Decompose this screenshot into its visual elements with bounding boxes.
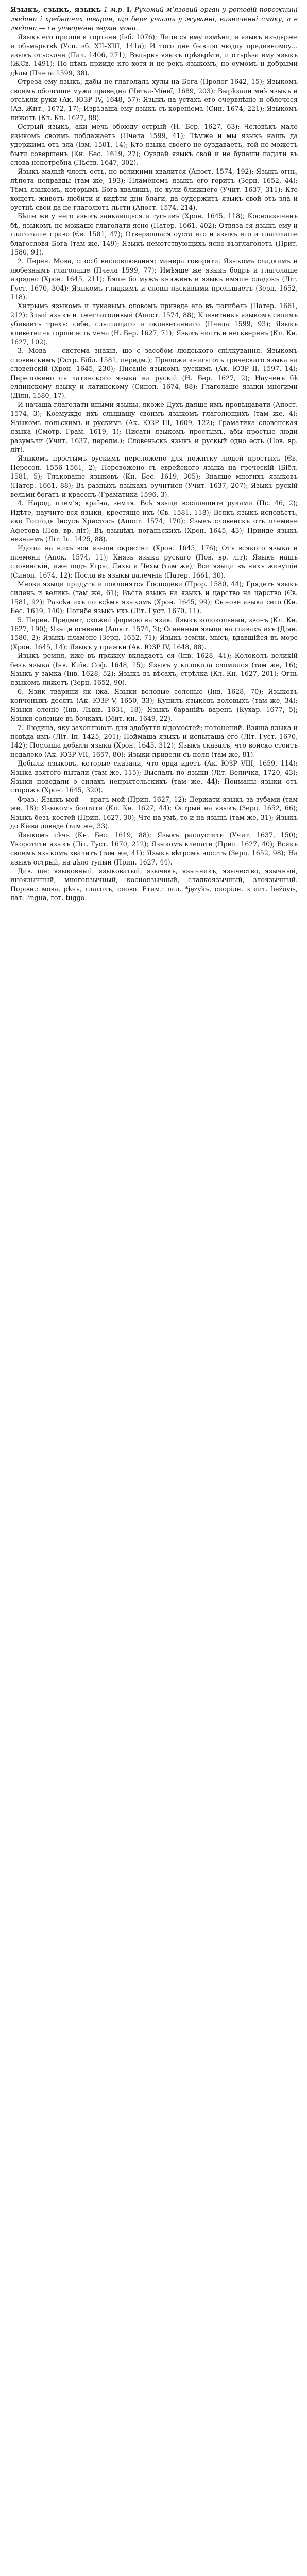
dictionary-page xyxy=(0,0,307,909)
entry-paragraph: Хитрымъ языкомъ и лукавымъ словомъ приведе его въ погибель (Патер. 1661, 212); Злый языкъ и лжеглаголивый (Апост. 1574, 88); Клеветникъ языкомъ своимъ убиваетъ трехъ: себе, слышащаго и оклеветаннаго (Пчела 1599, 93); Языкъ клеветничь горше есть меча (Н. Бер. 1627, 71); Языкъ чистъ и нескверенъ (Кл. Кн. 1627, 102). xyxy=(10,302,298,346)
entry-paragraph: Языкъ его прилпе к гортани (Ізб. 1076); Лице ся ему измѣни, и языкъ изъдьрже и обьмьрьтвѣ (Усп. зб. XII–XIII, 141а); И того дне бывшю чюдоу предивномоу... языкъ отъскоче (Пал. 1406, 271); Въпьрвъ языкъ прѣзьрѣти, и отърѣза ему языкъ (ЖСв. 1491); По нѣмъ прииде кто хотя и не рекъ языкомъ, но оумомъ и добрыми дѣлы (Пчела 1599, 38). xyxy=(10,33,298,77)
entry-paragraph: И начаша глаголати иными языкы, якоже Духъ даяше имъ провѣщавати (Апост. 1574, 3); Коемуждо ихъ слышащу своимъ языкомъ глаголющихъ (там же, 4); Языкомъ польскимъ и рускимъ (Ак. ЮЗР III, 1609, 122); Граматика словенская языка (Смотр. Грам. 1619, 1); Писати языкомъ простымъ, абы простые люди разумѣли (Учит. 1637, передм.); Словеньскъ языкъ и рускый одно есть (Пов. вр. літ). xyxy=(10,400,298,453)
entry-paragraph: 7. Людина, яку захоплюють для здобуття відомостей; полонений. Взяша языка и повѣда имъ (Літ. Іп. 1425, 201); Поймаша языкъ и испыташа его (Літ. Густ. 1670, 142); Послаша добыти языка (Хрон. 1645, 312); Языкъ сказалъ, что войско стоитъ недалеко (Ак. ЮЗР VII, 1657, 80); Языки привели съ поля (там же, 81). xyxy=(10,723,298,758)
entry-paragraph: 5. Перен. Предмет, схожий формою на язик. Языкъ колокольный, звонъ (Кл. Кн. 1627, 190); Языци огненни (Апост. 1574, 3); Огненныи языци на главахъ ихъ (Діян. 1580, 2); Языкъ пламене (Зерц. 1652, 71); Языкъ земли, мысъ, вдавшійся въ море (Хрон. 1645, 14); Языкъ у пряжки (Ак. ЮЗР IV, 1648, 88). xyxy=(10,616,298,651)
sense-number: I. xyxy=(126,6,132,13)
entry-paragraph: 4. Народ, плем'я; країна, земля. Всѣ языци восплещите руками (Пс. 46, 2); Идѣте, научите вся языки, крестяще ихъ (Єв. 1581, 118); Всякъ языкъ исповѣстъ, яко Господь Іисусъ Христосъ (Апост. 1574, 170); Языкъ словенскъ отъ племене Афетова (Пов. вр. літ); Въ языцѣхъ поганьскихъ (Хрон. 1645, 43); Прииде языкъ незнаемъ (Літ. Іп. 1425, 88). xyxy=(10,499,298,543)
entry-paragraph: Бѣше же у него языкъ заикающься и гугнивъ (Хрон. 1645, 118); Косноязыченъ бѣ, языкомъ не можаше глаголати ясно (Патер. 1661, 402); Отвяза ся языкъ ему и глаголаше право (Єв. 1581, 47); Отверзошася оуста его и языкъ его и глаголаше благословя Бога (там же, 149); Языкъ немотствующихъ ясно възглаголетъ (Прит. 1580, 91). xyxy=(10,212,298,256)
grammar-label: 1 м.р. xyxy=(104,6,124,13)
entry-paragraph: Языкомъ простымъ рускимъ переложено для пожитку людей простыхъ (Єв. Пересоп. 1556–1561, 2); Перевожено съ еврейского языка на греческій (Бібл. 1581, 5); Тлъкованіе языковъ (Кн. Бес. 1619, 305); Знаяше многихъ языковъ (Патер. 1661, 88); Въ разныхъ языкахъ оучитися (Учит. 1637, 207); Языкъ рускій вельми богатъ и красенъ (Граматика 1596, 3). xyxy=(10,454,298,498)
entry-header xyxy=(10,5,298,32)
entry-paragraph: 6. Язик тварини як їжа. Языки воловые соленые (Інв. 1628, 70); Языковъ копченыхъ десять (Ак. ЮЗР V, 1650, 33); Купилъ языковъ воловыхъ (там же, 34); Языки оленіе (Інв. Львів. 1631, 18); Языкъ баранійъ варенъ (Кухар. 1677, 5); Языки соленые въ бочкахъ (Мит. кн. 1649, 22). xyxy=(10,687,298,723)
entry-paragraph: Идоша на нихъ вси языци окрестни (Хрон. 1645, 176); Отъ всякого языка и племени (Апок. 1574, 11); Князь языка рускаго (Пов. вр. літ); Языкъ нашъ словенскій, иже подъ Угры, Ляхы и Чехы (там же); Вси языци въ нихъ живущіи (Синоп. 1674, 12); Посла въ языкы далечнія (Патер. 1661, 30). xyxy=(10,544,298,579)
headword: Языкъ, єзыкъ, языкъ xyxy=(10,6,101,14)
sense-definition: Рухомий мʼязовий орган у ротовій порожнині людини і хребетних тварин, що бере участь у жуванні, визначенні смаку, а в людини — і в утворенні звуків мови. xyxy=(10,6,298,32)
entry-body xyxy=(10,32,298,902)
entry-paragraph: Див. ще: языковный, языковатый, язычекъ, язычникъ, язычество, язычный, иноязычный, многоязычный, косноязычный, сладкоязычный, злоязычный. Порівн.: мова, рѣчь, глаголъ, слово. Етим.: псл. *językъ, спорідн. з лит. liežùvis, лат. lingua, гот. tuggō. xyxy=(10,867,298,902)
entry-paragraph: 2. Перен. Мова, спосіб висловлювання; манера говорити. Языкомъ сладкимъ и любезнымъ глаголаше (Пчела 1599, 77); Имѣяше же языкъ бодръ и глаголаше изрядно (Хрон. 1645, 211); Бяше бо мужъ книженъ и языкъ имяше сладокъ (Літ. Густ. 1670, 304); Языкомъ гладкимъ и словы ласкавыми прельщаетъ (Зерц. 1652, 118). xyxy=(10,257,298,301)
entry-paragraph: Языкъ ремня, иже въ пряжку вкладаетъ ся (Інв. 1628, 41); Колоколъ великій безъ языка (Інв. Київ. Соф. 1648, 15); Языкъ у колокола сломился (там же, 16); Языкъ у замка (Інв. 1628, 52); Языкъ въ вѣсахъ, стрѣлка (Кл. Кн. 1627, 201); Огнь языкомъ лижетъ (Зерц. 1652, 90). xyxy=(10,652,298,687)
entry-paragraph: Острый языкъ, аки мечь обоюду острый (Н. Бер. 1627, 63); Человѣкъ мало языкомъ своимъ поблажаетъ (Пчела 1599, 41); Тѣмже и мы языкъ нашъ да удержимъ отъ зла (Ізм. 1501, 14); Кто языка своего не оуздаваетъ, той не можетъ быти совершенъ (Кн. Бес. 1619, 27); Оуздай языкъ свой и не будеши падати въ слова непотребна (Лѣств. 1647, 302). xyxy=(10,123,298,166)
entry-paragraph: Мнози языци придутъ и поклонятся Господеви (Прор. 1580, 44); Грядетъ языкъ силенъ и великъ (там же, 61); Въста языкъ на языкъ и царство на царство (Єв. 1581, 92); Разсѣя ихъ по всѣмъ языкомъ (Хрон. 1645, 99); Сынове языка сего (Кн. Бес. 1619, 140); Погибе языкъ ихъ (Літ. Густ. 1670, 11). xyxy=(10,580,298,615)
entry-paragraph: Языкомъ сѣчь (Кн. Бес. 1619, 88); Языкъ распустити (Учит. 1637, 150); Укоротити языкъ (Літ. Густ. 1670, 212); Языкомъ клепати (Прип. 1627, 40); Всякъ своимъ языкомъ хвалитъ (там же, 41); Языкъ вѣтромъ носитъ (Зерц. 1652, 98); На языкъ острый, на дѣло тупый (Прип. 1627, 44). xyxy=(10,831,298,866)
entry-paragraph: Фраз.: Языкъ мой — врагъ мой (Прип. 1627, 12); Держати языкъ за зубами (там же, 18); Языкомъ болтати (Кл. Кн. 1627, 44); Острый на языкъ (Зерц. 1652, 66); Языкъ безъ костей (Прип. 1627, 30); Что на умѣ, то и на языцѣ (там же, 31); Языкъ до Кієва доведе (там же, 33). xyxy=(10,795,298,830)
entry-paragraph: 3. Мова — система знаків, що є засобом людського спілкування. Языкомъ словенскимъ (Остр. Бібл. 1581, передм.); Преложи книгы отъ греческаго языка на словенскій (Хрон. 1645, 230); Писаніе языкомъ рускимъ (Ак. ЮЗР II, 1597, 14); Переложено съ латинского языка на рускій (Н. Бер. 1627, 2); Наученъ бѣ еллинскому языку и латинскому (Синоп. 1674, 88); Глаголаше языки многими (Діян. 1580, 17). xyxy=(10,347,298,400)
entry-paragraph: Добыли языковъ, которые сказали, что орда идетъ (Ак. ЮЗР VIII, 1659, 114); Языка взятого пытали (там же, 115); Выслалъ по языки (Літ. Величка, 1720, 43); Языки поведали о силахъ непріятельскихъ (там же, 44); Поиманы языки отъ сторожъ (Хрон. 1645, 320). xyxy=(10,759,298,794)
entry-paragraph: Отреза ему языкъ, дабы не глаголалъ хулы на Бога (Пролог 1642, 15); Языкомъ своимъ оболгаше мужа праведна (Четьи-Мінеї, 1689, 203); Вырѣзали мнѣ языкъ и отсѣкли руки (Ак. ЮЗР IV, 1648, 57); Языкъ на устахъ его очервлѣніе и облечеся (Ав. Жит., 1672, 17); Изрѣзаша ему языкъ съ кореніемъ (Син. 1674, 221); Языкомъ лижетъ (Кл. Кн. 1627, 88). xyxy=(10,78,298,122)
entry-paragraph: Языкъ малый членъ есть, но великими хвалится (Апост. 1574, 192); Языкъ огнь, лѣпота неправды (там же, 193); Пламенемъ языкъ его горитъ (Зерц. 1652, 44); Тѣмъ языкомъ, которымъ Бога хвалишъ, не хули ближнего (Учит. 1637, 311); Кто хощетъ животъ любити и видѣти дни благи, да оудержитъ языкъ свой отъ зла и оустнѣ свои да не глаголютъ льсти (Апост. 1574, 214). xyxy=(10,167,298,211)
